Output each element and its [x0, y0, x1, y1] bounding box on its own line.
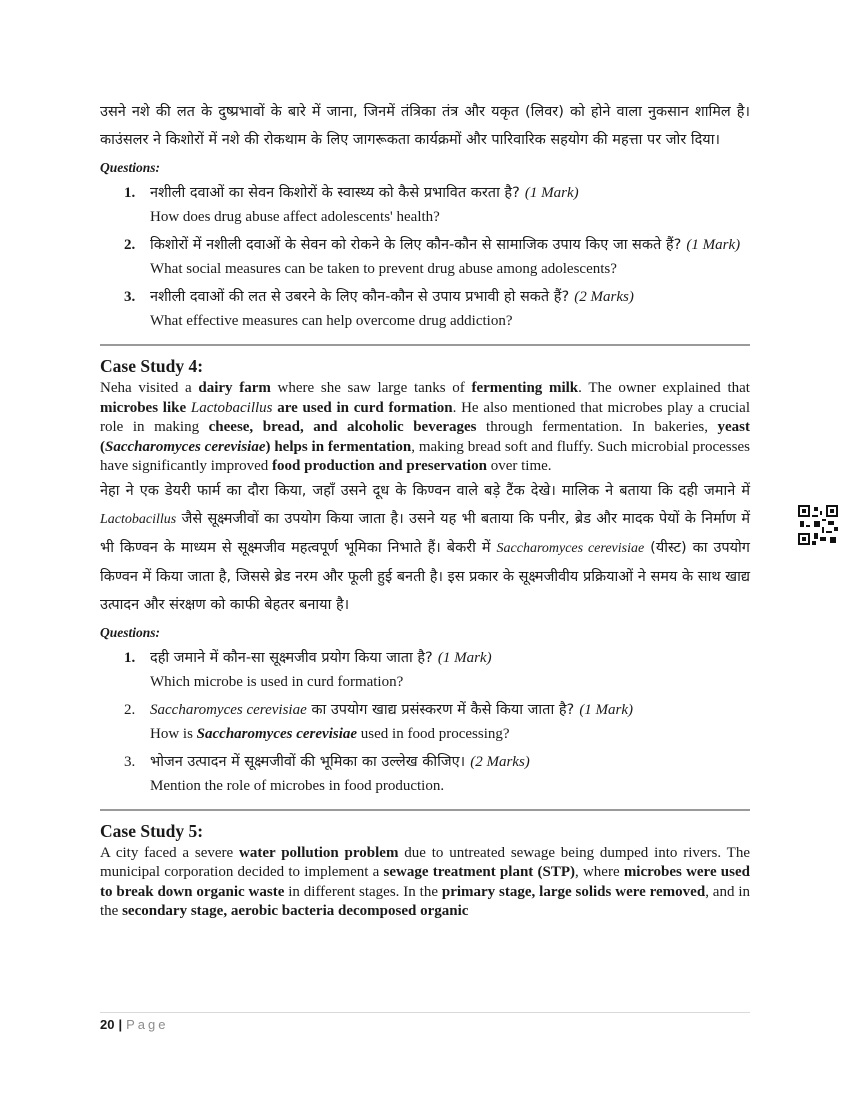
question-number: 2. — [124, 701, 136, 718]
intro-paragraph: उसने नशे की लत के दुष्प्रभावों के बारे में जाना, जिनमें तंत्रिका तंत्र और यकृत (लिवर) को होने वाला नुकसान शामिल है। काउंसलर ने किशोरों में नशे की रोकथाम के लिए जागरूकता कार्यक्रमों और पारिवारिक सहयोग की महत्ता पर जोर दिया। — [100, 104, 750, 148]
question-english: How does drug abuse affect adolescents' health? — [150, 209, 440, 225]
question-number: 3. — [124, 289, 136, 305]
page-footer — [100, 1012, 750, 1032]
case-study-4-title: Case Study 4: — [100, 356, 204, 376]
question-hindi: नशीली दवाओं का सेवन किशोरों के स्वास्थ्य को कैसे प्रभावित करता है? — [150, 185, 520, 201]
question-marks: (1 Mark) — [686, 237, 741, 253]
question-number: 1. — [124, 185, 136, 201]
question-english: How is Saccharomyces cerevisiae used in food processing? — [150, 725, 510, 742]
case-study-5-english-paragraph: A city faced a severe water pollution problem due to untreated sewage being dumped into rivers. The municipal corporation decided to implement a sewage treatment plant (STP), where microbes were used to break down organic waste in different stages. In the primary stage, large solids were removed, and in the secondary stage, aerobic bacteria decomposed organic — [100, 844, 751, 919]
section-divider — [100, 809, 750, 811]
question-hindi: का उपयोग खाद्य प्रसंस्करण में कैसे किया जाता है? — [306, 701, 575, 718]
question-marks: (1 Mark) — [437, 649, 492, 666]
qr-code-icon — [798, 505, 838, 545]
question-marks: (2 Marks) — [574, 289, 634, 305]
question-marks: (1 Mark) — [579, 701, 634, 718]
question-marks: (2 Marks) — [470, 753, 530, 770]
question-english: Mention the role of microbes in food production. — [150, 777, 445, 794]
question-hindi: नशीली दवाओं की लत से उबरने के लिए कौन-कौन से उपाय प्रभावी हो सकते हैं? — [150, 289, 570, 305]
case-study-4-questions — [100, 645, 750, 797]
question-english: What effective measures can help overcome drug addiction? — [150, 313, 513, 329]
case-study-5-title: Case Study 5: — [100, 820, 204, 841]
question-english: Which microbe is used in curd formation? — [150, 673, 404, 690]
question-item — [100, 232, 750, 280]
question-number: 2. — [124, 237, 136, 253]
question-hindi-species: Saccharomyces cerevisiae — [150, 701, 307, 718]
question-english: What social measures can be taken to prevent drug abuse among adolescents? — [150, 261, 617, 277]
questions-label: Questions: — [100, 160, 161, 175]
question-item — [100, 697, 750, 745]
case-study-4-hindi-paragraph: नेहा ने एक डेयरी फार्म का दौरा किया, जहाँ उसने दूध के किण्वन वाले बड़े टैंक देखे। मालिक ने बताया कि दही जमाने में Lactobacillus जैसे सूक्ष्मजीवों का उपयोग किया जाता है। उसने यह भी बताया कि पनीर, ब्रेड और मादक पेयों के निर्माण में भी किण्वन के माध्यम से सूक्ष्मजीव महत्वपूर्ण भूमिका निभाते हैं। बेकरी में Saccharomyces cerevisiae (यीस्ट) का उपयोग किण्वन में किया जाता है, जिससे ब्रेड नरम और फूली हुई बनती है। इस प्रकार के सूक्ष्मजीवीय प्रक्रियाओं ने समय के साथ खाद्य उत्पादन और संरक्षण को काफी बेहतर बनाया है। — [100, 482, 750, 613]
page-content — [100, 98, 750, 922]
case-study-4-english-paragraph: Neha visited a dairy farm where she saw large tanks of fermenting milk. The owner explained that microbes like Lactobacillus are used in curd formation. He also mentioned that microbes play a crucial role in making cheese, bread, and alcoholic beverages through fermentation. In bakeries, yeast (Saccharomyces cerevisiae) helps in fermentation, making bread soft and fluffy. Such microbial processes have significantly improved food production and preservation over time. — [100, 380, 751, 474]
intro-questions — [100, 180, 750, 332]
question-hindi: किशोरों में नशीली दवाओं के सेवन को रोकने के लिए कौन-कौन से सामाजिक उपाय किए जा सकते हैं? — [150, 237, 682, 253]
page-label: Page — [126, 1017, 169, 1032]
question-hindi: भोजन उत्पादन में सूक्ष्मजीवों की भूमिका का उल्लेख कीजिए। — [150, 753, 466, 770]
questions-label: Questions: — [100, 624, 161, 640]
footer-separator: | — [118, 1017, 123, 1032]
page-number: 20 — [100, 1017, 115, 1032]
question-item — [100, 180, 750, 228]
section-divider — [100, 344, 750, 346]
question-item — [100, 284, 750, 332]
question-item — [100, 645, 750, 693]
question-item — [100, 749, 750, 797]
question-hindi: दही जमाने में कौन-सा सूक्ष्मजीव प्रयोग किया जाता है? — [150, 649, 433, 666]
question-number: 1. — [124, 649, 136, 666]
question-marks: (1 Mark) — [524, 185, 579, 201]
question-number: 3. — [124, 753, 136, 770]
